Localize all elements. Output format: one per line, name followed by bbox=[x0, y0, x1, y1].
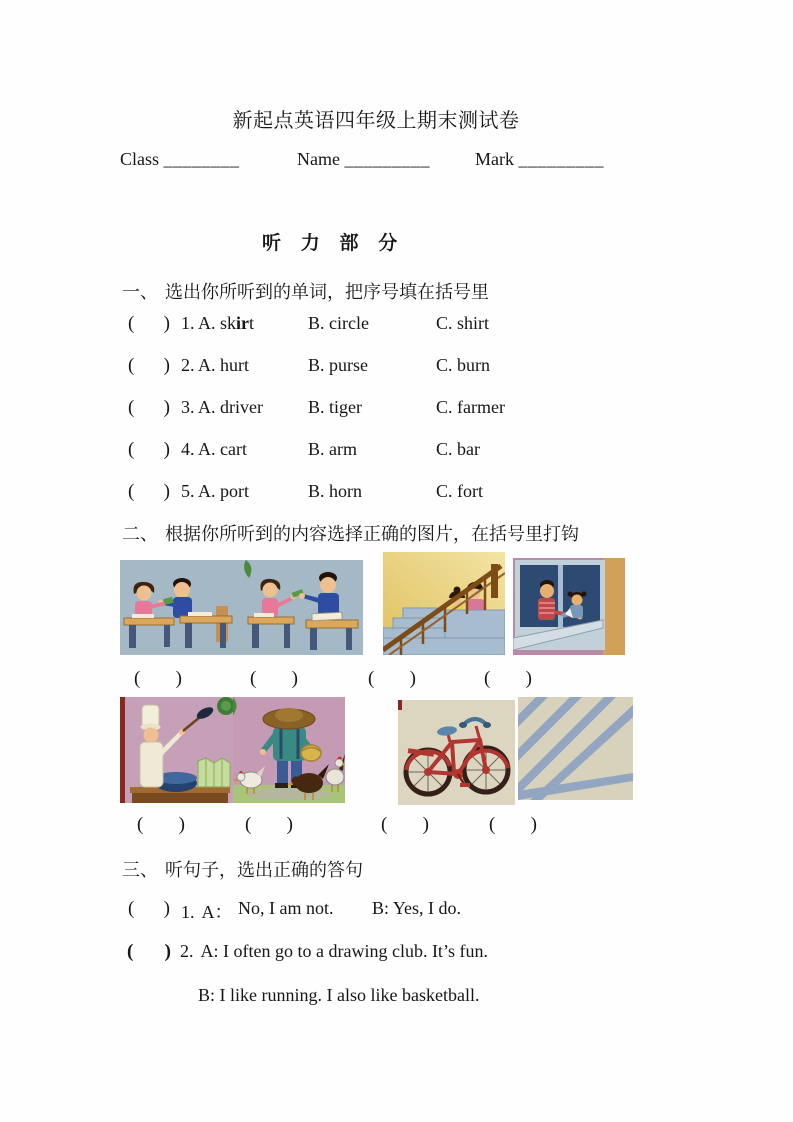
picture-road bbox=[518, 697, 633, 800]
bracket-open: ( bbox=[137, 814, 144, 835]
tick-bracket[interactable] bbox=[137, 814, 185, 836]
classroom-scene-icon bbox=[120, 560, 240, 655]
bracket-open: ( bbox=[489, 814, 496, 835]
bracket-close: ) bbox=[291, 668, 298, 689]
answer-bracket[interactable] bbox=[128, 313, 170, 335]
bracket-close: ) bbox=[163, 355, 170, 376]
question-number: 1. A： bbox=[181, 902, 233, 922]
bracket-open: ( bbox=[134, 668, 141, 689]
part1-question-row bbox=[0, 313, 793, 337]
bracket-close: ) bbox=[163, 397, 170, 418]
chef-cooking-icon bbox=[120, 697, 233, 803]
option-a: 3. A. driver bbox=[181, 397, 263, 417]
option-b: B. arm bbox=[308, 439, 357, 459]
window-scene-icon bbox=[513, 558, 625, 655]
tick-bracket[interactable] bbox=[381, 814, 429, 836]
bracket-open: ( bbox=[381, 814, 388, 835]
bracket-close: ) bbox=[163, 439, 170, 460]
name-blank[interactable]: _________ bbox=[344, 149, 430, 169]
tick-bracket[interactable] bbox=[489, 814, 537, 836]
option-c: C. burn bbox=[436, 355, 490, 375]
option-c: C. bar bbox=[436, 439, 480, 459]
bracket-open: ( bbox=[127, 941, 134, 962]
part3-question-1 bbox=[0, 898, 793, 922]
mark-label: Mark bbox=[475, 149, 514, 169]
farmer-feeding-chickens-icon bbox=[233, 697, 345, 803]
tick-bracket[interactable] bbox=[245, 814, 293, 836]
stairs-scene-icon bbox=[383, 552, 505, 655]
bracket-close: ) bbox=[163, 481, 170, 502]
part2-number: 二、 bbox=[122, 524, 158, 544]
answer-bracket[interactable] bbox=[127, 941, 171, 963]
option-a: 2. A. hurt bbox=[181, 355, 250, 375]
picture-window bbox=[513, 558, 625, 655]
picture-classroom-right bbox=[240, 560, 363, 655]
option-a: 1. A. skirt bbox=[181, 313, 255, 333]
answer-bracket[interactable] bbox=[128, 355, 170, 377]
option-a-line: 2. A: I often go to a drawing club. It’s fun. bbox=[180, 941, 488, 961]
option-b: B. tiger bbox=[308, 397, 362, 417]
part3-number: 三、 bbox=[122, 860, 158, 880]
bracket-open: ( bbox=[128, 355, 135, 376]
bracket-open: ( bbox=[245, 814, 252, 835]
answer-bracket[interactable] bbox=[128, 439, 170, 461]
part1-question-row bbox=[0, 355, 793, 379]
option-b: B: Yes, I do. bbox=[372, 898, 462, 918]
bracket-open: ( bbox=[128, 313, 135, 334]
bracket-open: ( bbox=[368, 668, 375, 689]
bracket-open: ( bbox=[250, 668, 257, 689]
part1-question-row bbox=[0, 439, 793, 463]
option-c: C. shirt bbox=[436, 313, 490, 333]
tick-bracket[interactable] bbox=[250, 668, 298, 690]
part1-instruction-text: 选出你所听到的单词，把序号填在括号里 bbox=[165, 282, 489, 302]
bracket-close: ) bbox=[175, 668, 182, 689]
part1-instruction bbox=[122, 278, 489, 304]
mark-field bbox=[475, 149, 604, 170]
listening-section-heading: 听 力 部 分 bbox=[262, 233, 403, 254]
bracket-close: ) bbox=[409, 668, 416, 689]
option-b: B. horn bbox=[308, 481, 362, 501]
road-markings-icon bbox=[518, 697, 633, 800]
part1-question-row bbox=[0, 397, 793, 421]
classroom-scene-icon bbox=[240, 560, 363, 655]
option-c: C. farmer bbox=[436, 397, 505, 417]
bracket-close: ) bbox=[163, 898, 170, 919]
bracket-open: ( bbox=[128, 397, 135, 418]
option-b: B: I like running. I also like basketball. bbox=[198, 985, 480, 1005]
bracket-close: ) bbox=[286, 814, 293, 835]
bracket-close: ) bbox=[163, 313, 170, 334]
picture-farmer bbox=[233, 697, 345, 803]
option-a: 4. A. cart bbox=[181, 439, 247, 459]
answer-bracket[interactable] bbox=[128, 898, 170, 920]
part2-instruction-text: 根据你所听到的内容选择正确的图片，在括号里打钩 bbox=[165, 524, 579, 544]
bracket-close: ) bbox=[525, 668, 532, 689]
option-b: B. purse bbox=[308, 355, 368, 375]
option-a: 5. A. port bbox=[181, 481, 250, 501]
option-c: C. fort bbox=[436, 481, 483, 501]
page-title: 新起点英语四年级上期末测试卷 bbox=[232, 110, 520, 132]
bicycle-icon bbox=[398, 700, 515, 805]
part3-question-2-option-b bbox=[0, 985, 793, 1009]
part3-instruction-text: 听句子，选出正确的答句 bbox=[165, 860, 363, 880]
tick-bracket[interactable] bbox=[134, 668, 182, 690]
picture-chef bbox=[120, 697, 233, 803]
answer-bracket[interactable] bbox=[128, 481, 170, 503]
bracket-open: ( bbox=[484, 668, 491, 689]
part2-instruction bbox=[122, 520, 579, 546]
bracket-close: ) bbox=[178, 814, 185, 835]
part3-question-2 bbox=[0, 941, 793, 965]
class-field bbox=[120, 149, 240, 170]
picture-bicycle bbox=[398, 700, 515, 805]
mark-blank[interactable]: _________ bbox=[518, 149, 604, 169]
part1-question-row bbox=[0, 481, 793, 505]
tick-bracket[interactable] bbox=[484, 668, 532, 690]
class-label: Class bbox=[120, 149, 160, 169]
class-blank[interactable]: ________ bbox=[163, 149, 240, 169]
bracket-open: ( bbox=[128, 481, 135, 502]
part3-instruction bbox=[122, 856, 363, 882]
picture-stairs bbox=[383, 552, 505, 655]
bracket-close: ) bbox=[422, 814, 429, 835]
answer-bracket[interactable] bbox=[128, 397, 170, 419]
picture-classroom-left bbox=[120, 560, 240, 655]
tick-bracket[interactable] bbox=[368, 668, 416, 690]
name-field bbox=[297, 149, 430, 170]
option-a: No, I am not. bbox=[238, 898, 334, 918]
part1-number: 一、 bbox=[122, 282, 158, 302]
bracket-open: ( bbox=[128, 898, 135, 919]
bracket-open: ( bbox=[128, 439, 135, 460]
bracket-close: ) bbox=[164, 941, 171, 962]
option-b: B. circle bbox=[308, 313, 369, 333]
bracket-close: ) bbox=[530, 814, 537, 835]
name-label: Name bbox=[297, 149, 340, 169]
